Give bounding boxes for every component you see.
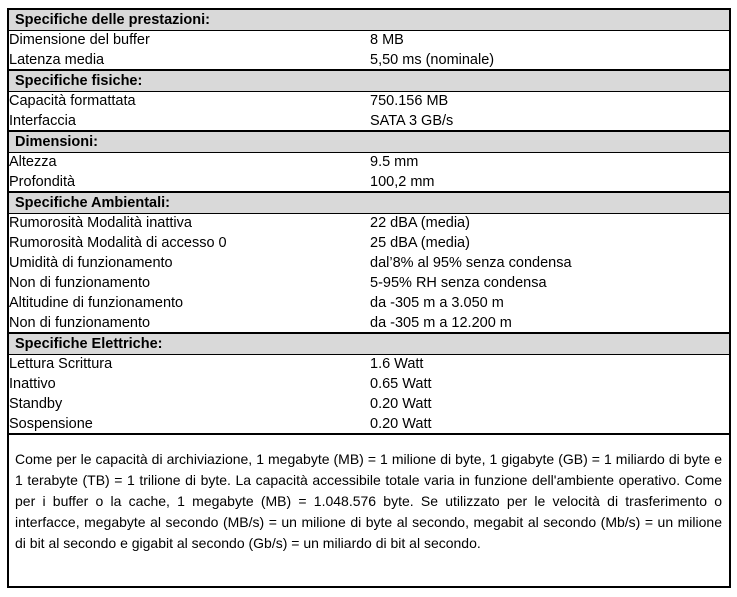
spec-row (8, 50, 730, 70)
spec-row (8, 354, 730, 374)
section-header-label: Specifiche Ambientali: (8, 192, 730, 213)
spec-value: 25 dBA (media) (370, 235, 470, 251)
spec-label: Standby (9, 396, 63, 412)
spec-value: da -305 m a 12.200 m (370, 314, 512, 331)
spec-label: Non di funzionamento (9, 275, 151, 291)
spec-label: Profondità (9, 173, 76, 190)
spec-value: 9.5 mm (370, 154, 419, 171)
spec-value: 5,50 ms (nominale) (370, 51, 495, 68)
spec-row (8, 152, 730, 172)
spec-value: 0.65 Watt (370, 376, 432, 392)
section-header-label: Dimensioni: (8, 131, 730, 152)
spec-row (8, 111, 730, 131)
spec-label: Rumorosità Modalità inattiva (9, 215, 192, 232)
spec-row (8, 414, 730, 434)
spec-value: 22 dBA (media) (370, 215, 470, 232)
spec-value: 750.156 MB (370, 93, 449, 110)
spec-label: Dimensione del buffer (9, 32, 150, 49)
spec-value: SATA 3 GB/s (370, 112, 454, 129)
spec-label: Umidità di funzionamento (9, 255, 173, 271)
footnote-row (8, 434, 730, 587)
section-header-label: Specifiche fisiche: (8, 70, 730, 91)
spec-label: Interfaccia (9, 112, 76, 129)
capacity-footnote-text: Come per le capacità di archiviazione, 1 megabyte (MB) = 1 milione di byte, 1 gigabyte (GB) = 1 miliardo di byte e 1 terabyte (TB) = 1 trilione di byte. La capacità accessibile totale varia in funzione dell'ambiente operativo. Come per i buffer o la cache, 1 megabyte (MB) = 1.048.576 byte. Se utilizzato per le velocità di trasferimento o interfacce, megabyte al secondo (MB/s) = un milione di byte al secondo, megabit al secondo (Mb/s) = un milione di bit al secondo e gigabit al secondo (Gb/s) = un miliardo di bit al secondo. (15, 451, 722, 551)
spec-row (8, 91, 730, 111)
spec-label: Rumorosità Modalità di accesso 0 (9, 235, 227, 251)
spec-label: Altezza (9, 154, 57, 171)
section-header-label: Specifiche delle prestazioni: (8, 9, 730, 30)
spec-label: Latenza media (9, 51, 105, 68)
spec-value: da -305 m a 3.050 m (370, 295, 504, 311)
spec-value: 100,2 mm (370, 173, 435, 190)
spec-label: Inattivo (9, 376, 56, 392)
spec-row (8, 374, 730, 394)
section-header-prestazioni (8, 9, 730, 30)
spec-row (8, 213, 730, 233)
spec-row (8, 30, 730, 50)
spec-value: 8 MB (370, 32, 404, 49)
spec-row (8, 394, 730, 414)
spec-table (7, 8, 731, 588)
section-header-fisiche (8, 70, 730, 91)
spec-row (8, 293, 730, 313)
section-header-label: Specifiche Elettriche: (8, 333, 730, 354)
spec-label: Sospensione (9, 415, 93, 432)
section-header-ambientali (8, 192, 730, 213)
spec-value: dal’8% al 95% senza condensa (370, 255, 572, 271)
spec-row (8, 273, 730, 293)
spec-value: 1.6 Watt (370, 356, 424, 373)
spec-label: Altitudine di funzionamento (9, 295, 184, 311)
spec-value: 5-95% RH senza condensa (370, 275, 547, 291)
spec-row (8, 172, 730, 192)
spec-row (8, 253, 730, 273)
spec-label: Non di funzionamento (9, 314, 151, 331)
spec-row (8, 233, 730, 253)
section-header-dimensioni (8, 131, 730, 152)
spec-label: Capacità formattata (9, 93, 136, 110)
spec-value: 0.20 Watt (370, 415, 432, 432)
spec-value: 0.20 Watt (370, 396, 432, 412)
footnote-cell (8, 434, 730, 587)
spec-label: Lettura Scrittura (9, 356, 113, 373)
section-header-elettriche (8, 333, 730, 354)
spec-row (8, 313, 730, 333)
